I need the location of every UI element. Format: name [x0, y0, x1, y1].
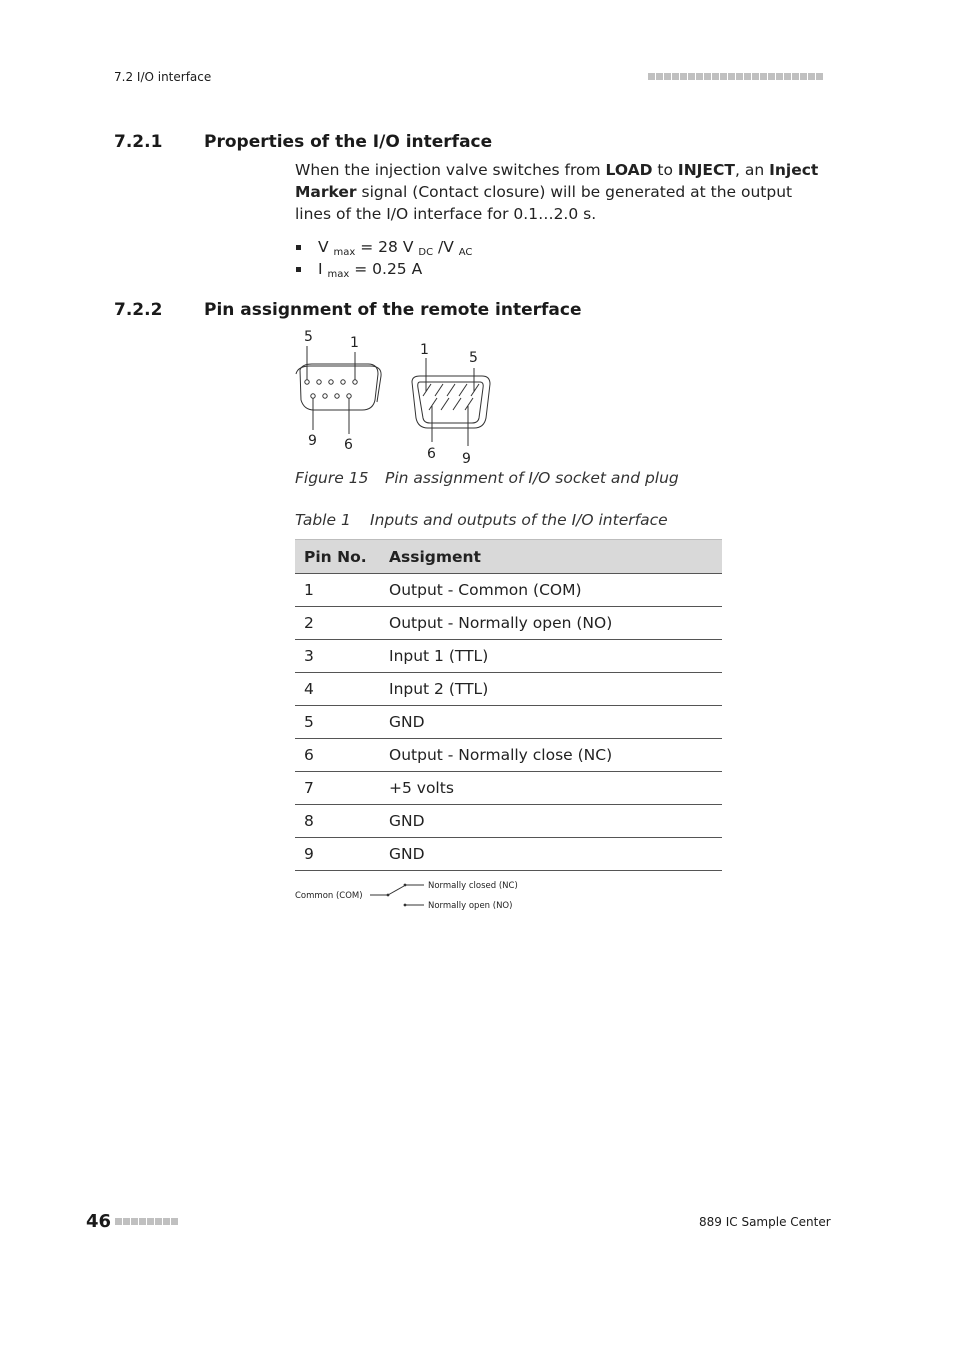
connector-figure — [290, 326, 510, 468]
pin-assignment: Input 2 (TTL) — [380, 673, 722, 706]
section-heading-7-2-1 — [114, 132, 492, 152]
plug-label-top-right: 5 — [469, 350, 478, 366]
table-caption-text: Inputs and outputs of the I/O interface — [370, 511, 668, 529]
pin-assignment: Output - Normally close (NC) — [380, 739, 722, 772]
section-heading-7-2-2 — [114, 300, 582, 320]
pin-assignment: Output - Normally open (NO) — [380, 607, 722, 640]
pin-assignment: Output - Common (COM) — [380, 574, 722, 607]
table-row — [295, 772, 722, 805]
pin-assignment: GND — [380, 706, 722, 739]
section-title: Pin assignment of the remote interface — [204, 300, 582, 320]
spec-list — [295, 236, 825, 280]
figure-caption-text: Pin assignment of I/O socket and plug — [385, 469, 679, 487]
pin-number: 1 — [295, 574, 380, 607]
socket-label-bottom-right: 6 — [344, 437, 353, 453]
pin-assignment-table — [295, 539, 722, 871]
switch-contact-diagram — [292, 876, 542, 916]
column-header-pin: Pin No. — [295, 540, 380, 574]
socket-label-bottom-left: 9 — [308, 433, 317, 449]
spec-current: I $_{max}$ = 0.25 A — [295, 258, 825, 280]
socket-label-top-left: 5 — [304, 329, 313, 345]
table-row — [295, 640, 722, 673]
figure-caption-label: Figure 15 — [295, 469, 369, 487]
header-decoration — [648, 73, 823, 80]
section-number: 7.2.1 — [114, 132, 163, 152]
keyword-inject: INJECT — [677, 161, 735, 179]
pin-assignment: +5 volts — [380, 772, 722, 805]
column-header-assignment: Assigment — [380, 540, 722, 574]
keyword-load: LOAD — [605, 161, 653, 179]
label-normally-closed: Normally closed (NC) — [428, 881, 518, 891]
section-title: Properties of the I/O interface — [204, 132, 493, 152]
table-row — [295, 574, 722, 607]
product-name: 889 IC Sample Center — [699, 1215, 831, 1229]
table-row — [295, 838, 722, 871]
footer-decoration — [115, 1218, 178, 1225]
pin-number: 3 — [295, 640, 380, 673]
pin-assignment: GND — [380, 838, 722, 871]
figure-caption — [295, 469, 679, 487]
pin-number: 8 — [295, 805, 380, 838]
pin-number: 4 — [295, 673, 380, 706]
table-row — [295, 805, 722, 838]
running-header: 7.2 I/O interface — [114, 70, 212, 84]
table-row — [295, 739, 722, 772]
pin-assignment: GND — [380, 805, 722, 838]
pin-number: 5 — [295, 706, 380, 739]
page-number: 46 — [86, 1211, 112, 1232]
table-row — [295, 673, 722, 706]
label-common: Common (COM) — [295, 891, 363, 901]
pin-number: 2 — [295, 607, 380, 640]
section-1-paragraph: When the injection valve switches from LOAD to INJECT, an Inject Marker signal (Contact closure) will be generated at the output lines of the I/O interface for 0.1…2.0 s. — [295, 161, 819, 223]
table-caption — [295, 511, 668, 529]
plug-label-bottom-left: 6 — [427, 446, 436, 462]
spec-voltage: V $_{max}$ = 28 V $_{DC}$ /V $_{AC}$ — [295, 236, 825, 258]
pin-number: 6 — [295, 739, 380, 772]
plug-label-bottom-right: 9 — [462, 451, 471, 467]
section-number: 7.2.2 — [114, 300, 163, 320]
pin-number: 7 — [295, 772, 380, 805]
keyword-inject-marker: Inject Marker — [295, 161, 819, 201]
table-header-row — [295, 540, 722, 574]
io-plug-drawing — [412, 358, 490, 446]
io-socket-drawing — [296, 346, 381, 434]
pin-assignment: Input 1 (TTL) — [380, 640, 722, 673]
label-normally-open: Normally open (NO) — [428, 901, 513, 911]
pin-number: 9 — [295, 838, 380, 871]
socket-label-top-right: 1 — [350, 335, 359, 351]
table-row — [295, 607, 722, 640]
plug-label-top-left: 1 — [420, 342, 429, 358]
table-caption-label: Table 1 — [295, 511, 351, 529]
table-row — [295, 706, 722, 739]
